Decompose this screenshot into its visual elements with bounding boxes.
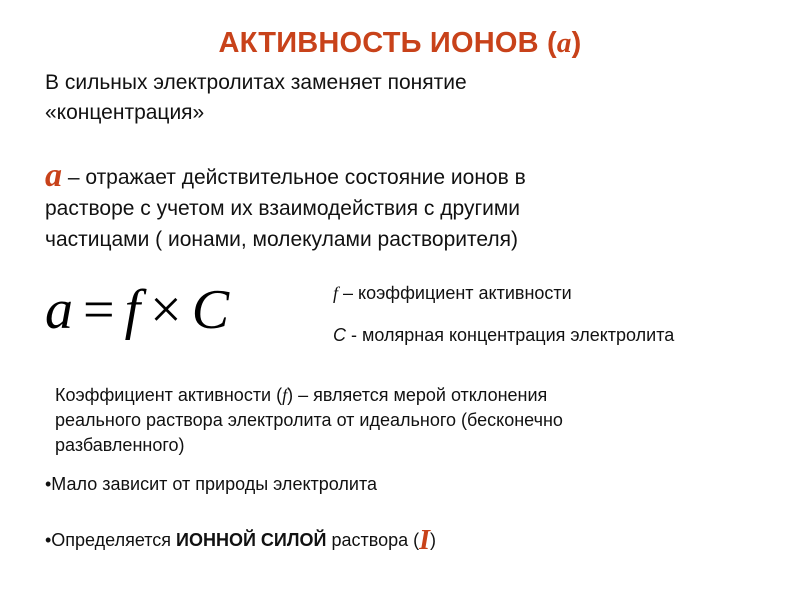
legend-f bbox=[333, 283, 572, 304]
legend-c bbox=[333, 325, 674, 346]
definition-line-1-text: – отражает действительное состояние ионов в bbox=[62, 166, 526, 189]
definition-line-1 bbox=[45, 157, 785, 194]
formula-c: C bbox=[191, 279, 230, 341]
coefficient-symbol: f bbox=[282, 385, 288, 405]
title-text: АКТИВНОСТЬ ИОНОВ ( bbox=[218, 27, 557, 59]
definition-line-2: растворе с учетом их взаимодействия с другими bbox=[45, 197, 521, 220]
bullet-2-pre: •Определяется bbox=[45, 530, 177, 550]
formula-a: a bbox=[45, 279, 73, 341]
definition-line-3: частицами ( ионами, молекулами растворителя) bbox=[45, 228, 518, 251]
coefficient-line-2: реального раствора электролита от идеального (бесконечно bbox=[55, 410, 563, 430]
activity-formula bbox=[45, 280, 229, 340]
intro-line-2: «концентрация» bbox=[45, 101, 205, 124]
coefficient-line-1-post: ) – является мерой отклонения bbox=[287, 385, 548, 405]
coefficient-line-3: разбавленного) bbox=[55, 435, 185, 455]
definition-paragraph bbox=[45, 157, 785, 255]
definition-symbol: a bbox=[45, 157, 62, 194]
bullet-item-1: •Мало зависит от природы электролита bbox=[45, 474, 378, 494]
bullet-2-bold: ИОННОЙ СИЛОЙ bbox=[176, 530, 327, 550]
title-close: ) bbox=[571, 27, 582, 59]
legend-f-text: – коэффициент активности bbox=[338, 283, 572, 303]
bullet-item-2 bbox=[45, 525, 436, 557]
bullet-2-mid: раствора ( bbox=[326, 530, 420, 550]
formula-equals: = bbox=[83, 279, 115, 341]
coefficient-paragraph bbox=[55, 383, 755, 458]
formula-times: × bbox=[150, 279, 182, 341]
bullet-2-close: ) bbox=[430, 530, 436, 550]
legend-c-text: - молярная концентрация электролита bbox=[346, 325, 675, 345]
formula-f: f bbox=[124, 279, 141, 341]
intro-line-1: В сильных электролитах заменяет понятие bbox=[45, 71, 467, 94]
title-symbol: a bbox=[556, 27, 572, 59]
legend-f-symbol: f bbox=[333, 283, 339, 303]
ionic-strength-symbol: I bbox=[419, 525, 430, 556]
page-title bbox=[0, 27, 800, 60]
intro-paragraph bbox=[45, 68, 765, 128]
coefficient-line-1-pre: Коэффициент активности ( bbox=[55, 385, 283, 405]
legend-c-symbol: C bbox=[333, 325, 346, 345]
coefficient-line-1 bbox=[55, 383, 755, 408]
